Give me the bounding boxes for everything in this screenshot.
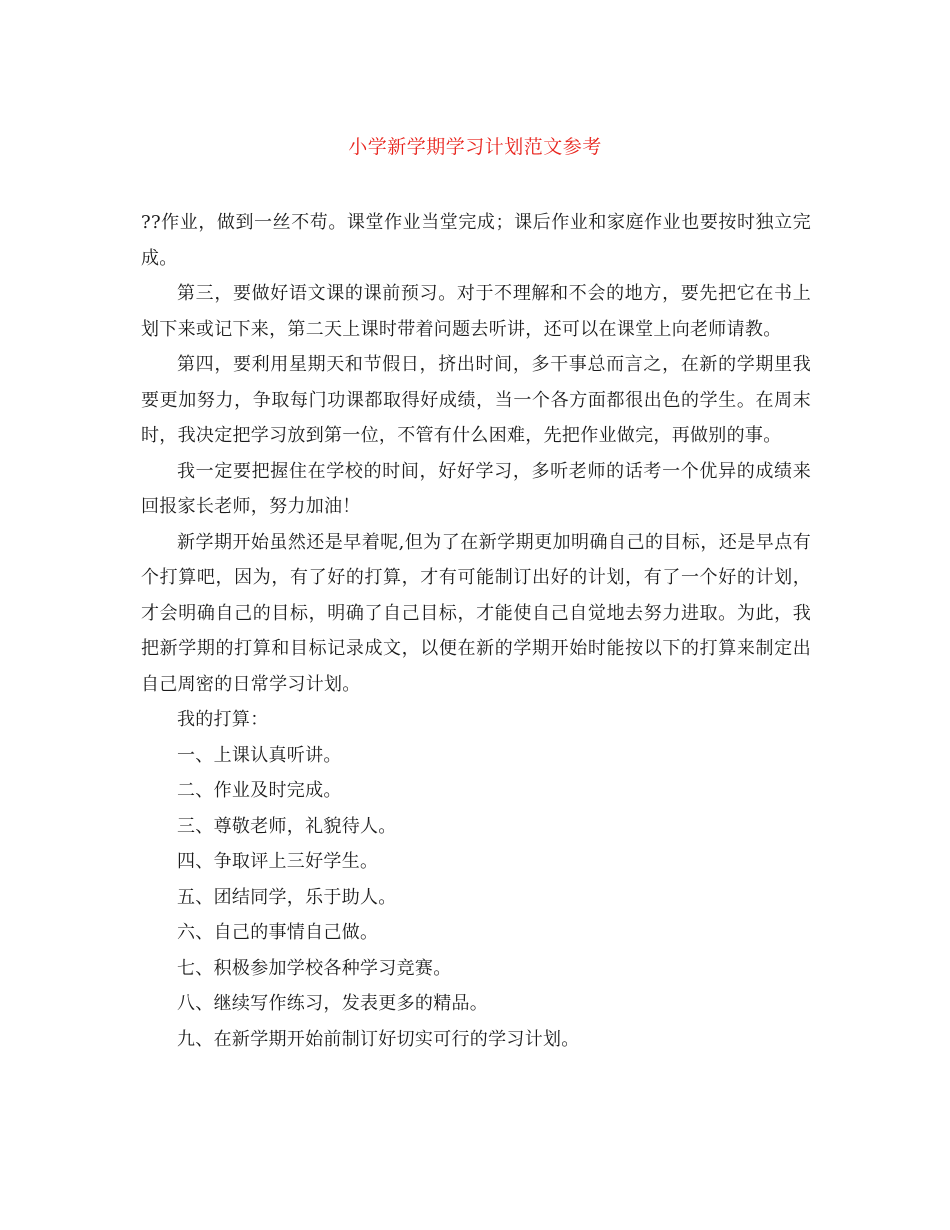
paragraph-third: 第三，要做好语文课的课前预习。对于不理解和不会的地方，要先把它在书上划下来或记下来，第二天上课时带着问题去听讲，还可以在课堂上向老师请教。 bbox=[141, 283, 811, 340]
plan-item: 二、作业及时完成。 bbox=[177, 780, 342, 801]
plan-item: 五、团结同学，乐于助人。 bbox=[177, 886, 397, 908]
plan-item: 四、争取评上三好学生。 bbox=[177, 851, 379, 872]
plan-item: 七、积极参加学校各种学习竞赛。 bbox=[177, 957, 452, 979]
paragraph-homework: ??作业，做到一丝不苟。课堂作业当堂完成；课后作业和家庭作业也要按时独立完成。 bbox=[141, 212, 811, 269]
plans-heading: 我的打算： bbox=[177, 709, 269, 730]
plan-item: 九、在新学期开始前制订好切实可行的学习计划。 bbox=[177, 1028, 580, 1050]
plan-item: 三、尊敬老师，礼貌待人。 bbox=[177, 815, 397, 837]
paragraph-new-semester: 新学期开始虽然还是早着呢,但为了在新学期更加明确自己的目标，还是早点有个打算吧，因为，有了好的打算，才有可能制订出好的计划，有了一个好的计划，才会明确自己的目标，明确了自己目标，才能使自己自觉地去努力进取。为此，我把新学期的打算和目标记录成文，以便在新的学期开始时能按以下的打算来制定出自己周密的日常学习计划。 bbox=[141, 531, 811, 695]
paragraph-school-time: 我一定要把握住在学校的时间，好好学习，多听老师的话考一个优异的成绩来回报家长老师，努力加油！ bbox=[141, 460, 811, 517]
document-body bbox=[141, 205, 811, 1057]
plan-item: 六、自己的事情自己做。 bbox=[177, 922, 379, 943]
plan-item: 八、继续写作练习，发表更多的精品。 bbox=[177, 993, 489, 1014]
plan-item: 一、上课认真听讲。 bbox=[177, 744, 342, 766]
paragraph-fourth: 第四，要利用星期天和节假日，挤出时间，多干事总而言之，在新的学期里我要更加努力，争取每门功课都取得好成绩，当一个各方面都很出色的学生。在周末时，我决定把学习放到第一位，不管有什么困难，先把作业做完，再做别的事。 bbox=[141, 354, 811, 446]
document-title: 小学新学期学习计划范文参考 bbox=[348, 136, 602, 158]
